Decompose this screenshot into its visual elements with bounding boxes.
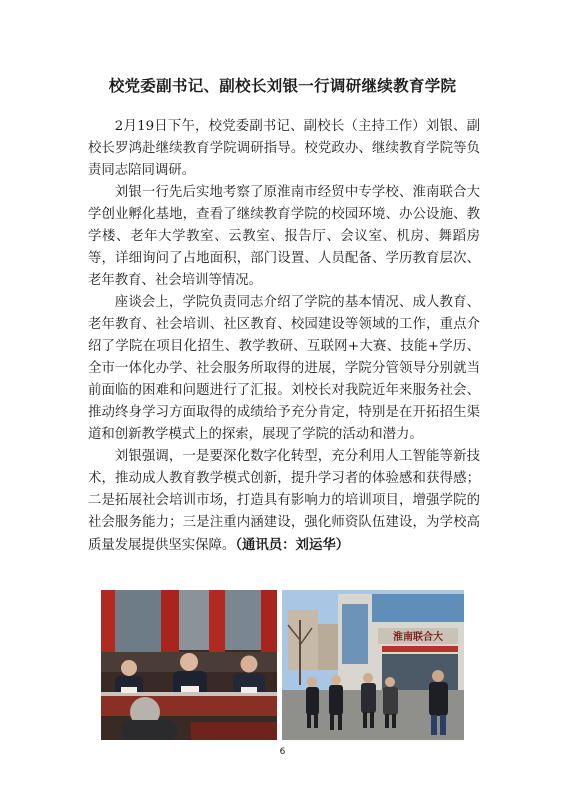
reporter-credit: （通讯员：刘运华） xyxy=(235,537,350,553)
article-body xyxy=(88,116,480,557)
paragraph-emphasis xyxy=(88,446,480,557)
paragraph-inspection: 刘银一行先后实地考察了原淮南市经贸中专学校、淮南联合大学创业孵化基地，查看了继续教育学院的校园环境、办公设施、教学楼、老年大学教室、云教室、报告厅、会议室、机房、舞蹈房等，详细询问了占地面积，部门设置、人员配备、学历教育层次、老年教育、社会培训等情况。 xyxy=(88,185,480,288)
page-number: 6 xyxy=(279,747,286,757)
paragraph-intro: 2月19日下午，校党委副书记、副校长（主持工作）刘银、副校长罗鸿赴继续教育学院调研指导。校党政办、继续教育学院等负责同志陪同调研。 xyxy=(88,119,480,178)
meeting-photo xyxy=(101,590,277,740)
photo-row xyxy=(0,590,565,740)
building-sign: 淮南联合大 xyxy=(393,632,443,643)
article-title: 校党委副书记、副校长刘银一行调研继续教育学院 xyxy=(108,77,457,95)
campus-visit-photo xyxy=(282,590,464,740)
paragraph-meeting: 座谈会上，学院负责同志介绍了学院的基本情况、成人教育、老年教育、社会培训、社区教育、校园建设等领域的工作，重点介绍了学院在项目化招生、教学教研、互联网+大赛、技能+学历、全市一体化办学、社会服务所取得的进展，学院分管领导分别就当前面临的困难和问题进行了汇报。刘校长对我院近年来服务社会、推动终身学习方面取得的成绩给予充分肯定，特别是在开拓招生渠道和创新教学模式上的探索，展现了学院的活动和潜力。 xyxy=(88,295,480,442)
paragraph-emphasis-text: 刘银强调，一是要深化数字化转型，充分利用人工智能等新技术，推动成人教育教学模式创新，提升学习者的体验感和获得感；二是拓展社会培训市场，打造具有影响力的培训项目，增强学院的社会服务能力；三是注重内涵建设，强化师资队伍建设，为学校高质量发展提供坚实保障。 xyxy=(88,449,480,553)
